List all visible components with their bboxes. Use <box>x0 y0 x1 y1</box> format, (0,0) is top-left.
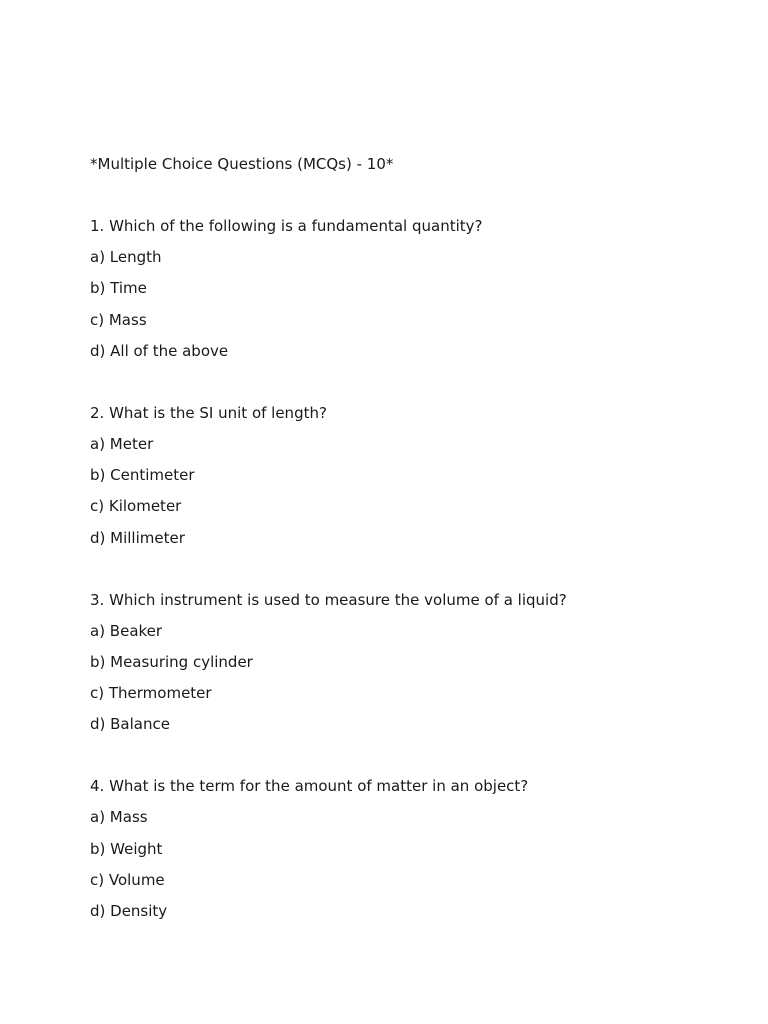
option-d: d) Balance <box>90 715 170 734</box>
option-a: a) Mass <box>90 808 148 827</box>
option-b: b) Time <box>90 279 147 298</box>
question-text: 4. What is the term for the amount of matter in an object? <box>90 777 529 796</box>
document-page <box>90 155 730 921</box>
question-3 <box>90 591 730 735</box>
question-text: 3. Which instrument is used to measure the volume of a liquid? <box>90 590 567 609</box>
option-b: b) Centimeter <box>90 466 195 485</box>
option-a: a) Length <box>90 248 162 267</box>
option-b: b) Weight <box>90 839 163 858</box>
option-d: d) Millimeter <box>90 528 185 547</box>
question-1 <box>90 217 730 361</box>
question-text: 1. Which of the following is a fundamental quantity? <box>90 217 483 235</box>
option-c: c) Volume <box>90 870 165 889</box>
option-c: c) Thermometer <box>90 684 212 703</box>
option-c: c) Kilometer <box>90 497 182 516</box>
option-a: a) Meter <box>90 434 154 453</box>
question-text: 2. What is the SI unit of length? <box>90 403 327 422</box>
option-a: a) Beaker <box>90 621 163 640</box>
option-d: d) All of the above <box>90 341 229 360</box>
option-c: c) Mass <box>90 310 147 329</box>
question-2 <box>90 404 730 548</box>
question-4 <box>90 777 730 921</box>
option-d: d) Density <box>90 902 168 920</box>
option-b: b) Measuring cylinder <box>90 652 253 671</box>
document-title: *Multiple Choice Questions (MCQs) - 10* <box>90 155 394 173</box>
